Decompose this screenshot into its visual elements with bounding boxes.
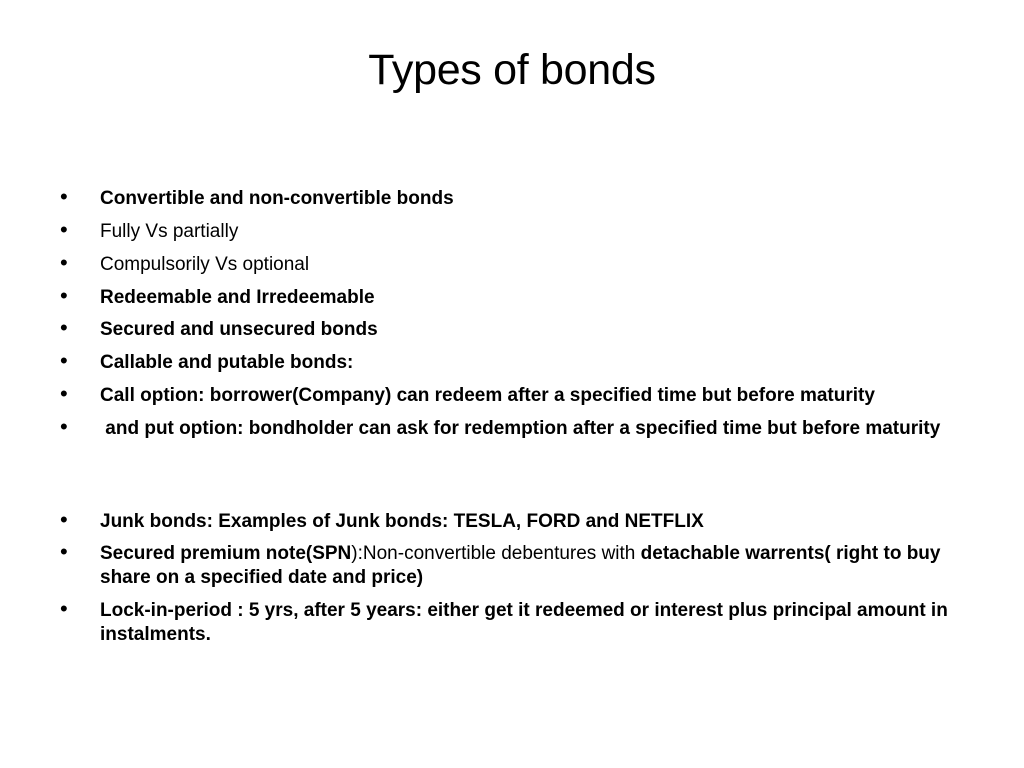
bullet-icon: • (60, 217, 68, 242)
bullet-icon: • (60, 381, 68, 406)
bullet-list (60, 0, 970, 768)
list-item-text (100, 351, 970, 375)
list-item-text (100, 599, 970, 647)
text-segment: Call option: borrower(Company) can redeem after a specified time but before maturity (100, 385, 875, 406)
bullet-icon: • (60, 315, 68, 340)
list-item-text (100, 384, 970, 408)
text-segment: Secured premium note(SPN (100, 543, 352, 564)
list-item-text (100, 220, 970, 244)
text-segment: Redeemable and Irredeemable (100, 287, 375, 308)
list-item-text (100, 187, 970, 211)
text-segment: Compulsorily Vs optional (100, 254, 310, 275)
bullet-icon: • (60, 283, 68, 308)
text-segment: Convertible and non-convertible bonds (100, 188, 454, 209)
list-item-text (100, 542, 970, 590)
list-item-text (100, 318, 970, 342)
text-segment: Lock-in-period : 5 yrs, after 5 years: either get it redeemed or interest plus principal amount in instalments. (100, 600, 948, 645)
bullet-icon: • (60, 348, 68, 373)
bullet-icon: • (60, 250, 68, 275)
text-segment: Secured and unsecured bonds (100, 319, 378, 340)
text-segment: detachable warrents( right to buy share on a specified date and price) (100, 543, 941, 588)
list-item-text (100, 286, 970, 310)
slide-title: Types of bonds (368, 46, 656, 94)
text-segment: ):Non-convertible debentures with (351, 543, 641, 564)
bullet-icon: • (60, 596, 68, 621)
list-item-text (100, 253, 970, 277)
list-item-text (100, 417, 970, 441)
text-segment: and put option: bondholder can ask for redemption after a specified time but before maturity (100, 418, 941, 439)
text-segment: Fully Vs partially (100, 221, 239, 242)
bullet-icon: • (60, 539, 68, 564)
bullet-icon: • (60, 414, 68, 439)
list-item-text (100, 510, 970, 534)
bullet-icon: • (60, 184, 68, 209)
text-segment: Junk bonds: Examples of Junk bonds: TESLA, FORD and NETFLIX (100, 511, 704, 532)
text-segment: Callable and putable bonds: (100, 352, 354, 373)
bullet-icon: • (60, 507, 68, 532)
